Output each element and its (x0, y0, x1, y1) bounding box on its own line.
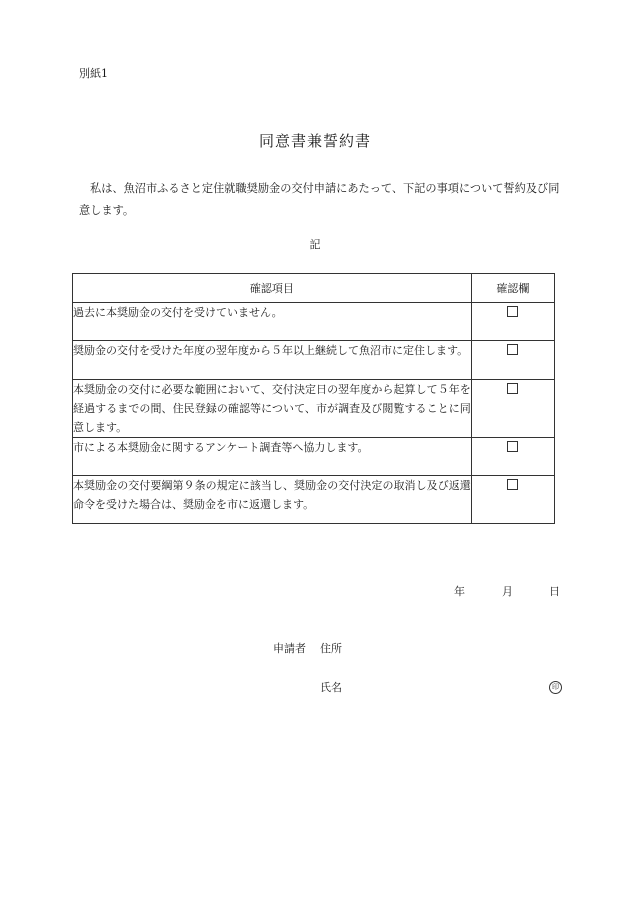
annex-label: 別紙1 (79, 67, 108, 80)
header-check: 確認欄 (471, 274, 554, 303)
checkbox[interactable] (507, 479, 518, 490)
row-item-text: 市による本奨励金に関するアンケート調査等へ協力します。 (73, 438, 472, 476)
confirmation-table (72, 273, 555, 524)
checkbox[interactable] (507, 306, 518, 317)
row-item-text: 本奨励金の交付に必要な範囲において、交付決定日の翌年度から起算して５年を経過するまでの間、住民登録の確認等について、市が調査及び閲覧することに同意します。 (73, 380, 472, 438)
date-year-label: 年 (454, 585, 465, 598)
ki-heading: 記 (309, 238, 321, 251)
address-label: 住所 (320, 642, 342, 655)
seal-mark (549, 679, 562, 694)
table-header-row (73, 274, 555, 303)
row-item-text: 過去に本奨励金の交付を受けていません。 (73, 303, 472, 341)
date-month-label: 月 (502, 585, 513, 598)
row-check-cell (471, 303, 554, 341)
table-row (73, 476, 555, 524)
intro-paragraph: 私は、魚沼市ふるさと定住就職奨励金の交付申請にあたって、下記の事項について誓約及び同意します。 (79, 182, 560, 217)
page-title: 同意書兼誓約書 (258, 132, 371, 150)
table-row (73, 438, 555, 476)
row-check-cell (471, 438, 554, 476)
row-item-text: 本奨励金の交付要綱第９条の規定に該当し、奨励金の交付決定の取消し及び返還命令を受けた場合は、奨励金を市に返還します。 (73, 476, 472, 524)
row-item-text: 奨励金の交付を受けた年度の翌年度から５年以上継続して魚沼市に定住します。 (73, 341, 472, 380)
seal-icon: 印 (549, 681, 562, 694)
row-check-cell (471, 380, 554, 438)
date-day-label: 日 (549, 585, 560, 598)
name-label: 氏名 (320, 681, 342, 694)
row-check-cell (471, 341, 554, 380)
table-row (73, 341, 555, 380)
table-row (73, 303, 555, 341)
checkbox[interactable] (507, 441, 518, 452)
header-item: 確認項目 (73, 274, 472, 303)
applicant-label: 申請者 (273, 642, 306, 655)
checkbox[interactable] (507, 344, 518, 355)
row-check-cell (471, 476, 554, 524)
checkbox[interactable] (507, 383, 518, 394)
table-row (73, 380, 555, 438)
